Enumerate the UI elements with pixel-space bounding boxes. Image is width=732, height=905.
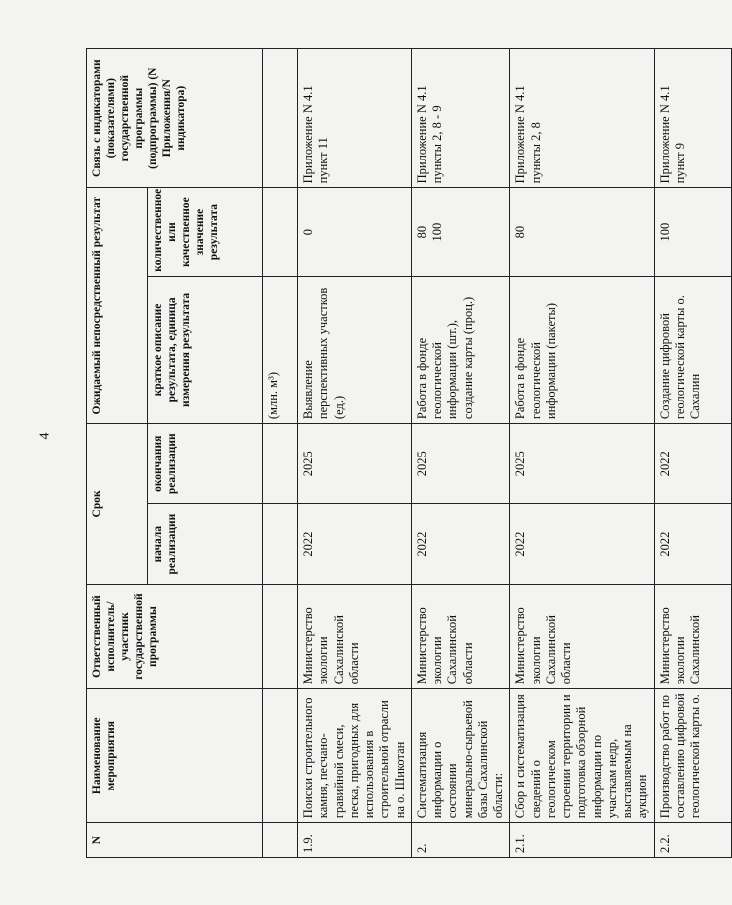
unit-cell: (млн. м³)	[263, 276, 298, 423]
table-row	[654, 49, 731, 858]
header-term-start: начала реализации	[148, 504, 263, 584]
row-end: 2025	[298, 424, 412, 504]
row-executor: Министерство экологии Сахалинской	[654, 584, 731, 688]
row-desc: Выявление перспективных участков (ед.)	[298, 276, 412, 423]
row-link: Приложение N 4.1 пункты 2, 8 - 9	[411, 49, 510, 188]
header-result: Ожидаемый непосредственный результат	[87, 188, 148, 424]
header-result-value: количественное или качественное значение результата	[148, 188, 263, 276]
row-executor: Министерство экологии Сахалинской области	[411, 584, 510, 688]
header-term: Срок	[87, 424, 148, 585]
row-end: 2025	[411, 424, 510, 504]
row-link: Приложение N 4.1 пункты 2, 8	[510, 49, 654, 188]
row-desc: Создание цифровой геологической карты о. Сахалин	[654, 276, 731, 423]
row-num: 2.2.	[654, 823, 731, 858]
row-link: Приложение N 4.1 пункт 11	[298, 49, 412, 188]
row-value: 100	[654, 188, 731, 276]
row-executor: Министерство экологии Сахалинской области	[298, 584, 412, 688]
row-num: 1.9.	[298, 823, 412, 858]
row-start: 2022	[510, 504, 654, 584]
row-value: 0	[298, 188, 412, 276]
row-name: Поиски строительного камня, песчано-гравийной смеси, песка, пригодных для использования в строительной отрасли на о. Шикотан	[298, 689, 412, 823]
row-name: Производство работ по составлению цифровой геологической карты о.	[654, 689, 731, 823]
row-start: 2022	[654, 504, 731, 584]
header-result-desc: краткое описание результата, единица измерения результата	[148, 276, 263, 423]
row-executor: Министерство экологии Сахалинской области	[510, 584, 654, 688]
row-link: Приложение N 4.1 пункт 9	[654, 49, 731, 188]
row-name: Систематизация информации о состоянии минерально-сырьевой базы Сахалинской области:	[411, 689, 510, 823]
rotated-table-container	[86, 48, 702, 858]
row-end: 2022	[654, 424, 731, 504]
row-start: 2022	[298, 504, 412, 584]
row-desc: Работа в фонде геологической информации (шт.), создание карты (проц.)	[411, 276, 510, 423]
row-num: 2.1.	[510, 823, 654, 858]
header-executor: Ответственный исполнитель/ участник государственной программы	[87, 584, 263, 688]
row-desc: Работа в фонде геологической информации (пакеты)	[510, 276, 654, 423]
program-table	[86, 48, 732, 858]
table-row	[263, 49, 298, 858]
header-name: Наименование мероприятия	[87, 689, 263, 823]
header-num: N	[87, 823, 263, 858]
row-end: 2025	[510, 424, 654, 504]
page-number: 4	[37, 432, 53, 440]
row-num: 2.	[411, 823, 510, 858]
row-name: Сбор и систематизация сведений о геологическом строении территории и подготовка обзорной информации по участкам недр, выставляемым на аукцион	[510, 689, 654, 823]
table-row	[510, 49, 654, 858]
table-row	[411, 49, 510, 858]
row-value: 80 100	[411, 188, 510, 276]
header-link: Связь с индикаторами (показателями) государственной программы (подпрограммы) (N Приложения/N индикатора)	[87, 49, 263, 188]
row-start: 2022	[411, 504, 510, 584]
header-term-end: окончания реализации	[148, 424, 263, 504]
table-row	[298, 49, 412, 858]
row-value: 80	[510, 188, 654, 276]
